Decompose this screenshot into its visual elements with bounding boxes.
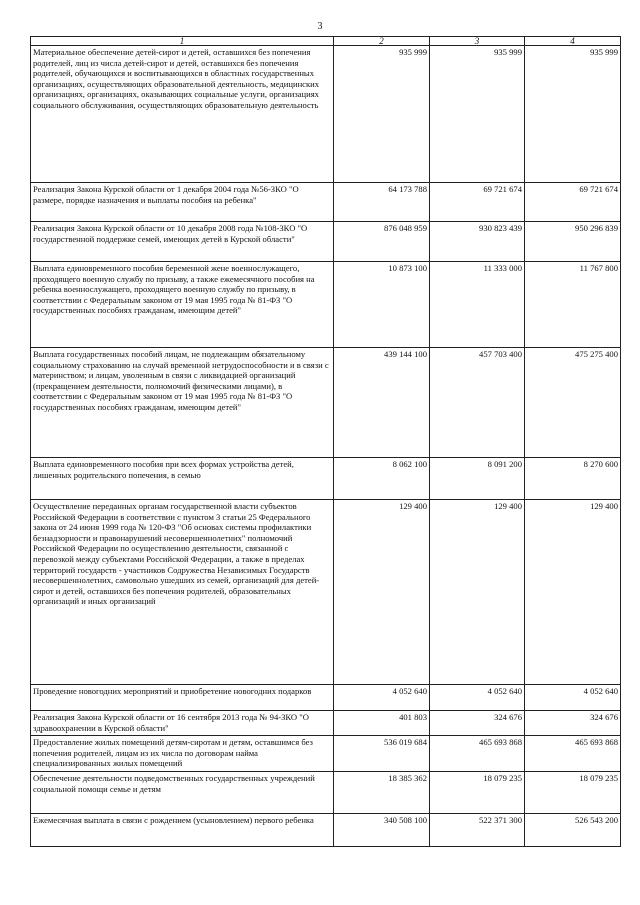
row-value-col2: 18 385 362 — [334, 772, 430, 814]
table-row — [31, 814, 621, 847]
column-header: 4 — [525, 37, 621, 46]
row-value-col4: 475 275 400 — [525, 348, 621, 458]
row-value-col2: 401 803 — [334, 711, 430, 736]
budget-table — [30, 36, 621, 847]
row-value-col2: 64 173 788 — [334, 183, 430, 222]
row-description: Реализация Закона Курской области от 1 декабря 2004 года №56-ЗКО "О размере, порядке назначения и выплаты пособия на ребенка" — [31, 183, 334, 222]
row-value-col3: 4 052 640 — [430, 685, 525, 711]
row-description: Реализация Закона Курской области от 10 декабря 2008 года №108-ЗКО "О государственной поддержке семей, имеющих детей в Курской области" — [31, 222, 334, 262]
row-value-col2: 536 019 684 — [334, 736, 430, 772]
row-value-col4: 935 999 — [525, 46, 621, 183]
row-value-col3: 465 693 868 — [430, 736, 525, 772]
column-header: 1 — [31, 37, 334, 46]
row-value-col3: 522 371 300 — [430, 814, 525, 847]
row-value-col3: 930 823 439 — [430, 222, 525, 262]
row-value-col3: 935 999 — [430, 46, 525, 183]
row-value-col4: 465 693 868 — [525, 736, 621, 772]
row-value-col3: 69 721 674 — [430, 183, 525, 222]
row-value-col3: 457 703 400 — [430, 348, 525, 458]
row-description: Проведение новогодних мероприятий и приобретение новогодних подарков — [31, 685, 334, 711]
row-value-col2: 4 052 640 — [334, 685, 430, 711]
row-value-col3: 18 079 235 — [430, 772, 525, 814]
row-value-col4: 950 296 839 — [525, 222, 621, 262]
row-value-col4: 129 400 — [525, 500, 621, 685]
table-row — [31, 222, 621, 262]
table-row — [31, 685, 621, 711]
row-value-col2: 10 873 100 — [334, 262, 430, 348]
row-description: Ежемесячная выплата в связи с рождением (усыновлением) первого ребенка — [31, 814, 334, 847]
row-value-col2: 935 999 — [334, 46, 430, 183]
row-value-col4: 11 767 800 — [525, 262, 621, 348]
page-number: 3 — [317, 21, 323, 32]
table-row — [31, 46, 621, 183]
table-row — [31, 458, 621, 500]
table-row — [31, 772, 621, 814]
table-header-row — [31, 37, 621, 46]
row-description: Осуществление переданных органам государственной власти субъектов Российской Федерации в соответствии с пунктом 3 статьи 25 Федерального закона от 24 июня 1999 года № 120-ФЗ "Об основах системы профилактики безнадзорности и правонарушений несовершеннолетних" полномочий Российской Федерации по осуществлению деятельности, связанной с перевозкой между субъектами Российской Федерации, а также в пределах территорий государств - участников Содружества Независимых Государств несовершеннолетних, самовольно ушедших из семей, организаций для детей-сирот и детей, оставшихся без попечения родителей, образовательных организаций и иных организаций — [31, 500, 334, 685]
row-description: Выплата единовременного пособия при всех формах устройства детей, лишенных родительского попечения, в семью — [31, 458, 334, 500]
column-header: 3 — [430, 37, 525, 46]
table-row — [31, 262, 621, 348]
table-row — [31, 348, 621, 458]
row-value-col4: 18 079 235 — [525, 772, 621, 814]
row-value-col4: 4 052 640 — [525, 685, 621, 711]
row-value-col3: 11 333 000 — [430, 262, 525, 348]
row-description: Выплата единовременного пособия беременной жене военнослужащего, проходящего военную службу по призыву, а также ежемесячного пособия на ребенка военнослужащего, проходящего военную службу по призыву, в соответствии с Федеральным законом от 19 мая 1995 года № 81-ФЗ "О государственных пособиях гражданам, имеющим детей" — [31, 262, 334, 348]
row-value-col4: 324 676 — [525, 711, 621, 736]
row-value-col2: 129 400 — [334, 500, 430, 685]
row-description: Выплата государственных пособий лицам, не подлежащим обязательному социальному страхованию на случай временной нетрудоспособности и в связи с материнством; и лицам, уволенным в связи с ликвидацией организаций (прекращением деятельности, полномочий физическими лицами), в соответствии с Федеральным законом от 19 мая 1995 года № 81-ФЗ "О государственных пособиях гражданам, имеющим детей" — [31, 348, 334, 458]
table-row — [31, 711, 621, 736]
column-header: 2 — [334, 37, 430, 46]
row-value-col3: 8 091 200 — [430, 458, 525, 500]
table-row — [31, 736, 621, 772]
row-value-col3: 129 400 — [430, 500, 525, 685]
row-value-col4: 69 721 674 — [525, 183, 621, 222]
row-value-col4: 8 270 600 — [525, 458, 621, 500]
row-value-col2: 8 062 100 — [334, 458, 430, 500]
row-value-col4: 526 543 200 — [525, 814, 621, 847]
row-description: Предоставление жилых помещений детям-сиротам и детям, оставшимся без попечения родителей, лицам из их числа по договорам найма специализированных жилых помещений — [31, 736, 334, 772]
row-value-col2: 876 048 959 — [334, 222, 430, 262]
table-row — [31, 183, 621, 222]
row-value-col3: 324 676 — [430, 711, 525, 736]
row-description: Обеспечение деятельности подведомственных государственных учреждений социальной помощи семье и детям — [31, 772, 334, 814]
row-description: Материальное обеспечение детей-сирот и детей, оставшихся без попечения родителей, лиц из числа детей-сирот и детей, оставшихся без попечения родителей, обучающихся и воспитывающихся в областных государственных организациях, осуществляющих образовательной деятельность, медицинских организациях, организациях, оказывающих социальные услуги, организациях социального обслуживания, осуществляющих образовательную деятельность — [31, 46, 334, 183]
row-value-col2: 340 508 100 — [334, 814, 430, 847]
row-description: Реализация Закона Курской области от 16 сентября 2013 года № 94-ЗКО "О здравоохранении в Курской области" — [31, 711, 334, 736]
row-value-col2: 439 144 100 — [334, 348, 430, 458]
table-row — [31, 500, 621, 685]
